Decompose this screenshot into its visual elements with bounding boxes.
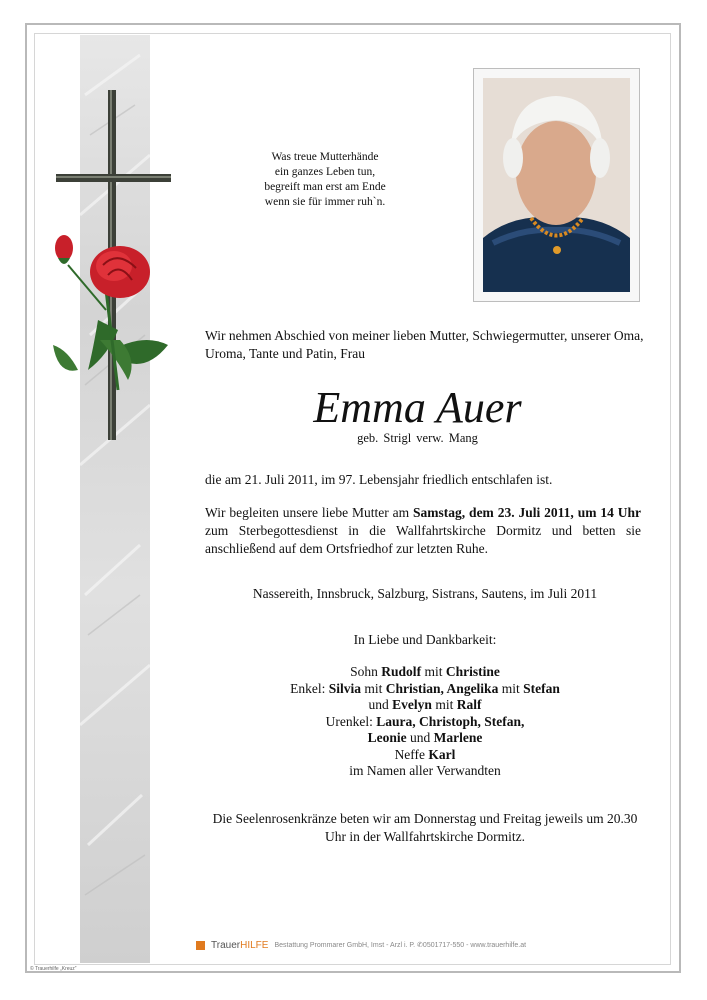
poem: [225, 150, 425, 210]
funeral-info: [205, 504, 641, 558]
footer-text: Bestattung Prommarer GmbH, Imst - Arzl i. P. ✆0501717-550 - www.trauerhilfe.at: [274, 942, 527, 949]
family-list: [205, 664, 645, 780]
funeral-text-2: zum Sterbegottesdienst in die Wallfahrtskirche Dormitz und betten sie anschließend auf dem Ortsfriedhof zur letzten Ruhe.: [205, 523, 641, 556]
family-line: und Evelyn mit Ralf: [368, 697, 482, 712]
family-line: Sohn Rudolf mit Christine: [350, 664, 500, 679]
poem-line: Was treue Mutterhände: [271, 151, 379, 163]
family-line: Urenkel: Laura, Christoph, Stefan,: [325, 713, 525, 729]
funeral-text: Wir begleiten unsere liebe Mutter am: [205, 505, 414, 520]
places-date: Nassereith, Innsbruck, Salzburg, Sistrans, Sautens, im Juli 2011: [252, 586, 598, 601]
intro-text: Wir nehmen Abschied von meiner lieben Mutter, Schwiegermutter, unserer Oma, Uroma, Tante und Patin, Frau: [205, 328, 644, 361]
poem-line: wenn sie für immer ruh`n.: [264, 196, 386, 208]
copyright: © Trauerhilfe „Kreuz”: [30, 966, 77, 972]
cross-with-rose-image: [48, 90, 178, 455]
portrait-photo-frame: [473, 68, 640, 302]
funeral-date: Samstag, dem 23. Juli 2011,: [413, 505, 574, 520]
family-line: im Namen aller Verwandten: [349, 763, 501, 778]
dank-line: In Liebe und Dankbarkeit:: [353, 632, 497, 647]
poem-line: ein ganzes Leben tun,: [274, 166, 376, 178]
death-notice: die am 21. Juli 2011, im 97. Lebensjahr friedlich entschlafen ist.: [205, 472, 553, 487]
poem-line: begreift man erst am Ende: [264, 181, 386, 193]
maiden-name: geb. Strigl verw. Mang: [357, 431, 478, 445]
funeral-time: um 14 Uhr: [577, 505, 641, 520]
rosary-notice: Die Seelenrosenkränze beten wir am Donnerstag und Freitag jeweils um 20.30 Uhr in der Wallfahrtskirche Dormitz.: [212, 811, 638, 844]
portrait-photo: [483, 78, 630, 292]
trauerhilfe-logo: TrauerHILFE: [211, 939, 269, 951]
deceased-name: Emma Auer: [313, 383, 522, 432]
family-line: Neffe Karl: [394, 746, 456, 762]
trauerhilfe-logo-icon: [196, 941, 205, 950]
footer: [196, 938, 556, 952]
family-line: Enkel: Silvia mit Christian, Angelika mit Stefan: [290, 680, 560, 696]
family-line: Leonie und Marlene: [367, 730, 483, 745]
